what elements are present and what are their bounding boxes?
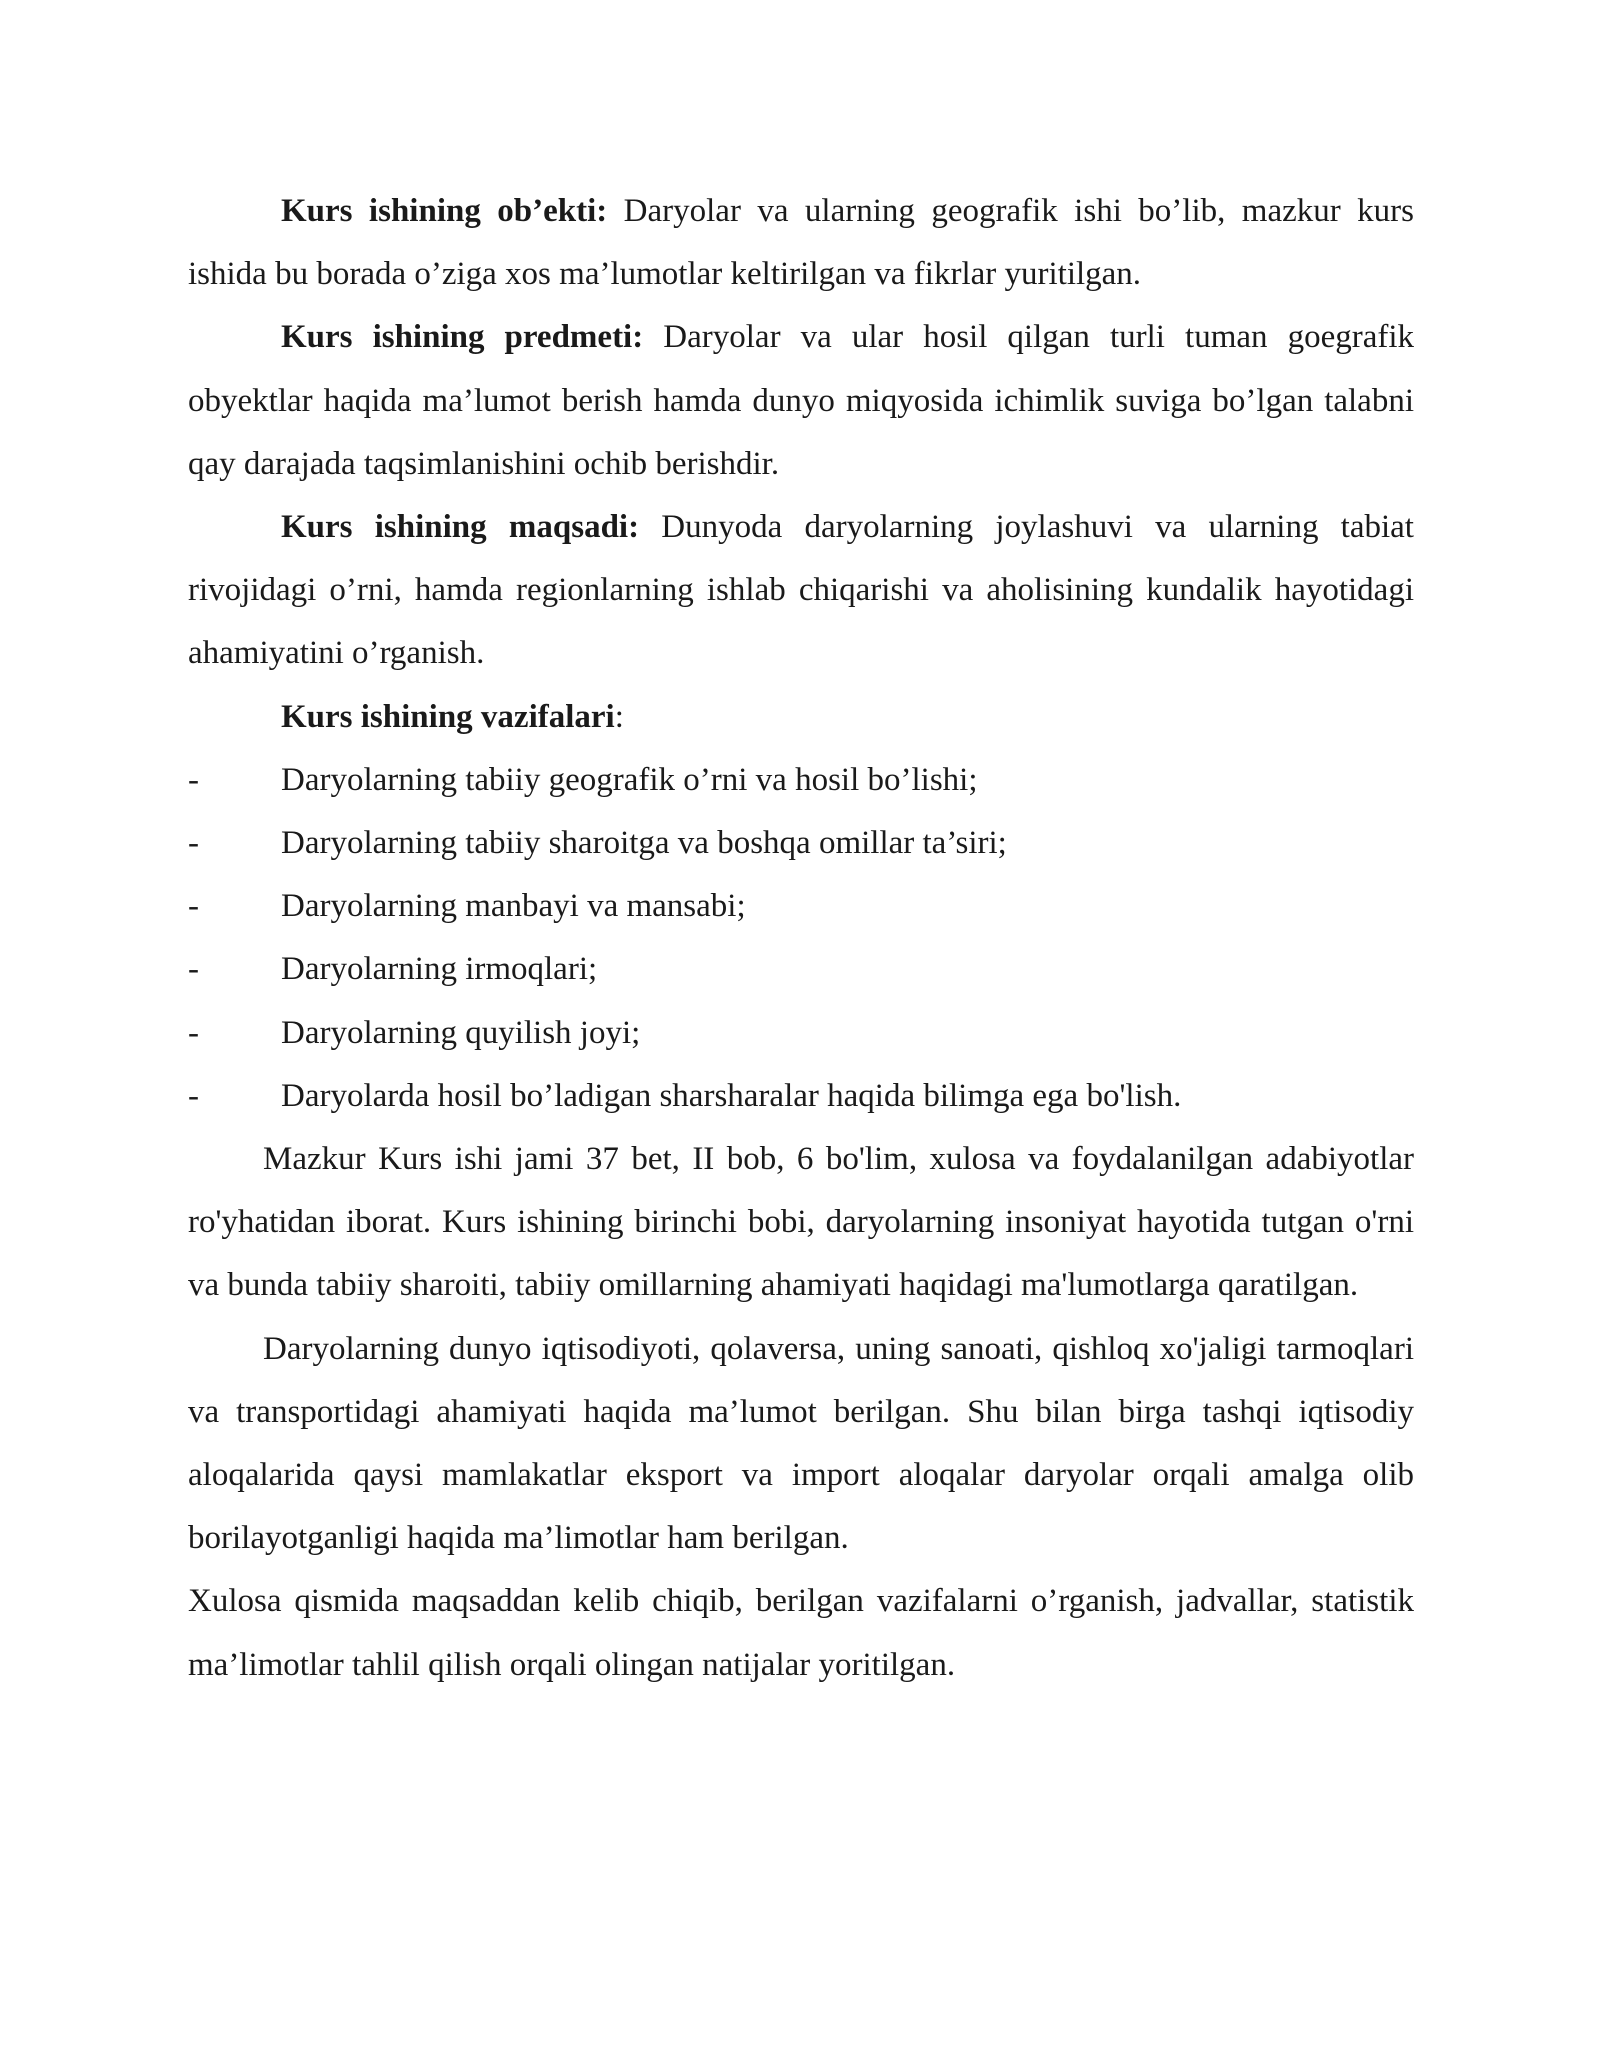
bullet-dash: - [188,761,199,798]
economy-paragraph: Daryolarning dunyo iqtisodiyoti, qolaversa, uning sanoati, qishloq xo'jaligi tarmoqlari va transportidagi ahamiyati haqida ma’lumot berilgan. Shu bilan birga tashqi iqtisodiy aloqalarida qaysi mamlakatlar eksport va import aloqalar daryolar orqali amalga olib borilayotganligi haqida ma’limotlar ham berilgan. [188,1330,1414,1557]
list-item-text: Daryolarning irmoqlari; [281,951,598,988]
subject-text: Daryolar va ular hosil qilgan turli tuman goegrafik obyektlar haqida ma’lumot berish hamda dunyo miqyosida ichimlik suviga bo’lgan talabni qay darajada taqsimlanishini ochib berishdir. [188,319,1415,482]
list-item-text: Daryolarning tabiiy sharoitga va boshqa omillar ta’siri; [281,825,1007,862]
list-item [188,1002,1414,1065]
tasks-heading [188,686,1414,749]
list-item-text: Daryolarning tabiiy geografik o’rni va hosil bo’lishi; [281,761,978,798]
list-item [188,938,1414,1001]
goal-label: Kurs ishining maqsadi: [281,509,640,546]
tasks-colon: : [614,698,624,735]
conclusion-paragraph: Xulosa qismida maqsaddan kelib chiqib, berilgan vazifalarni o’rganish, jadvallar, statistik ma’limotlar tahlil qilish orqali olingan natijalar yoritilgan. [188,1583,1414,1683]
bullet-dash: - [188,825,199,862]
object-paragraph [188,180,1414,306]
list-item [188,875,1414,938]
tasks-list [188,749,1414,1128]
list-item-text: Daryolarning manbayi va mansabi; [281,888,746,925]
tasks-label: Kurs ishining vazifalari [281,698,615,735]
object-label: Kurs ishining ob’ekti: [281,193,608,229]
list-item [188,812,1414,875]
goal-paragraph [188,496,1414,686]
subject-paragraph [188,306,1414,496]
object-text: Daryolar va ularning geografik ishi bo’lib, mazkur kurs ishida bu borada o’ziga xos ma’lumotlar keltirilgan va fikrlar yuritilgan. [188,193,1414,293]
bullet-dash: - [188,1077,199,1114]
subject-label: Kurs ishining predmeti: [281,319,644,356]
bullet-dash: - [188,888,199,925]
bullet-dash: - [188,1014,199,1051]
structure-paragraph: Mazkur Kurs ishi jami 37 bet, II bob, 6 bo'lim, xulosa va foydalanilgan adabiyotlar ro'yhatidan iborat. Kurs ishining birinchi bobi, daryolarning insoniyat hayotida tutgan o'rni va bunda tabiiy sharoiti, tabiiy omillarning ahamiyati haqidagi ma'lumotlarga qaratilgan. [188,1141,1414,1304]
list-item [188,749,1414,812]
list-item [188,1065,1414,1128]
bullet-dash: - [188,951,199,988]
goal-text: Dunyoda daryolarning joylashuvi va ularning tabiat rivojidagi o’rni, hamda regionlarning ishlab chiqarishi va aholisining kundalik hayotidagi ahamiyatini o’rganish. [188,509,1414,672]
list-item-text: Daryolarda hosil bo’ladigan sharsharalar haqida bilimga ega bo'lish. [281,1077,1182,1114]
list-item-text: Daryolarning quyilish joyi; [281,1014,641,1051]
document-page [188,180,1414,1697]
